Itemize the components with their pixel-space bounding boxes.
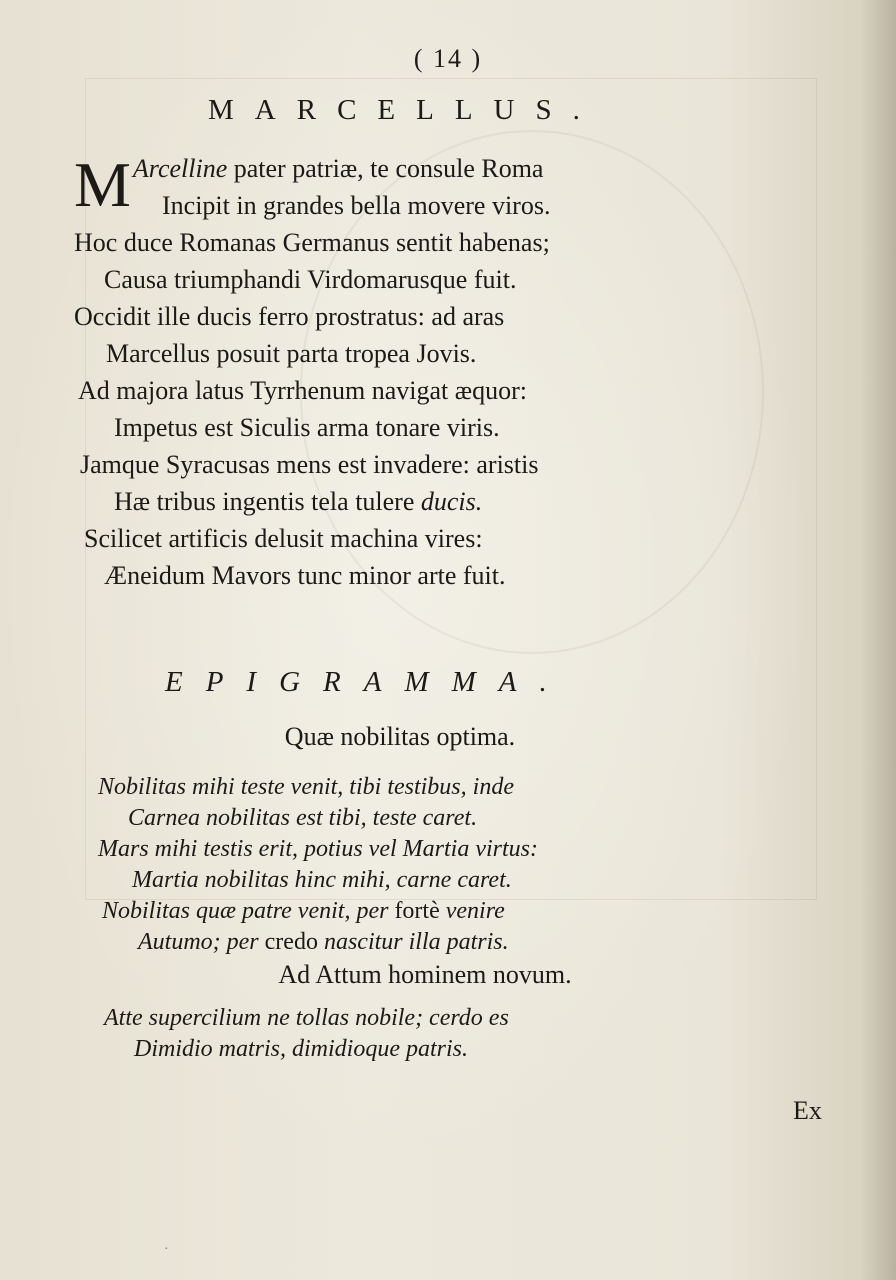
poem-title: MARCELLUS. [208, 94, 601, 126]
poem-line-10 [74, 483, 714, 520]
catchword: Ex [793, 1096, 822, 1125]
poem-line-5: Occidit ille ducis ferro prostratus: ad aras [74, 302, 505, 331]
epigramma-body [98, 772, 738, 958]
epigram-line-3: Mars mihi testis erit, potius vel Martia virtus: [98, 836, 538, 862]
page-number: ( 14 ) [413, 44, 483, 73]
ink-speck: · [164, 1242, 169, 1257]
first-word: Arcelline [132, 154, 228, 183]
poem-line-12: Æneidum Mavors tunc minor arte fuit. [104, 561, 506, 590]
epigram-line-4: Martia nobilitas hinc mihi, carne caret. [132, 867, 512, 893]
first-line-rest: pater patriæ, te consule Roma [227, 154, 544, 183]
epigram-line-2: Carnea nobilitas est tibi, teste caret. [128, 805, 478, 831]
epigram-line-6 [98, 927, 738, 958]
ad-attum-line-1: Atte supercilium ne tollas nobile; cerdo es [104, 1005, 509, 1031]
epigram-line-6-a: Autumo; [138, 929, 227, 955]
poem-line-4: Causa triumphandi Virdomarusque fuit. [104, 265, 517, 294]
poem-line-10-italic: ducis. [420, 487, 483, 516]
poem-line-6: Marcellus posuit parta tropea Jovis. [106, 339, 477, 368]
poem-line-7: Ad majora latus Tyrrhenum navigat æquor: [78, 376, 527, 405]
poem-line-3: Hoc duce Romanas Germanus sentit habenas; [74, 228, 550, 257]
epigram-line-1: Nobilitas mihi teste venit, tibi testibus, inde [98, 774, 514, 800]
poem-line-11: Scilicet artificis delusit machina vires: [84, 524, 483, 553]
epigram-line-5-a: Nobilitas quæ patre venit, per [102, 898, 395, 924]
epigramma-subtitle: Quæ nobilitas optima. [284, 722, 516, 751]
epigram-line-6-d: nascitur illa patris. [317, 929, 509, 955]
epigram-line-5 [98, 896, 738, 927]
epigram-line-5-c: venire [439, 898, 505, 924]
epigram-line-6-b: per [226, 929, 259, 955]
drop-cap: M [74, 149, 131, 220]
ad-attum-body [104, 1003, 744, 1065]
ad-attum-title: Ad Attum hominem novum. [278, 960, 572, 989]
poem-line-2: Incipit in grandes bella movere viros. [162, 191, 551, 220]
marcellus-poem [74, 150, 714, 594]
poem-line-10-text: Hæ tribus ingentis tela tulere [114, 487, 421, 516]
epigram-line-5-b: fortè [394, 898, 440, 924]
poem-line-8: Impetus est Siculis arma tonare viris. [114, 413, 500, 442]
epigram-line-6-c: credo [258, 929, 318, 955]
epigramma-title: EPIGRAMMA. [165, 666, 570, 698]
poem-line-9: Jamque Syracusas mens est invadere: aristis [80, 450, 539, 479]
ad-attum-line-2: Dimidio matris, dimidioque patris. [134, 1036, 469, 1062]
